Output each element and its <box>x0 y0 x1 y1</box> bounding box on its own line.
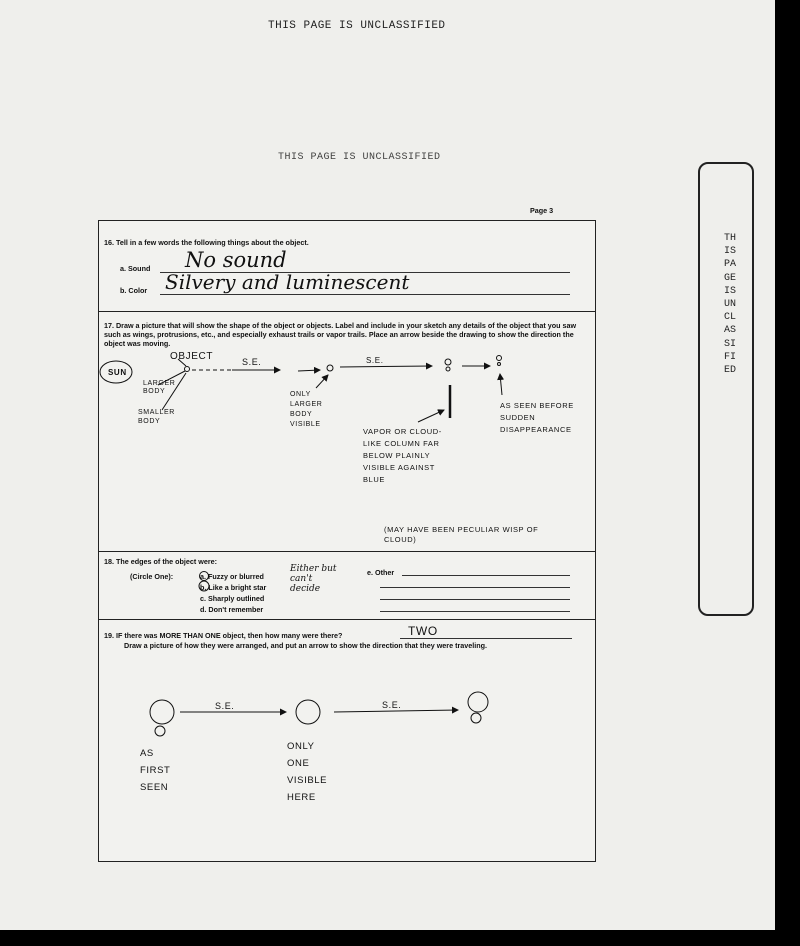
q17-sun-label: SUN <box>108 368 127 377</box>
q19-only-one: ONLY ONE VISIBLE HERE <box>287 741 328 803</box>
q18-handwritten: Either but can't decide <box>290 564 337 594</box>
q19-se-1: S.E. <box>215 701 235 711</box>
q17-vapor-column: VAPOR OR CLOUD-LIKE COLUMN FAR BELOW PLAINLY VISIBLE AGAINST BLUE <box>363 427 442 484</box>
q18-option-c: c. Sharply outlined <box>200 594 265 603</box>
q18-other-label: e. Other <box>367 568 395 577</box>
q18-circle-one: (Circle One): <box>130 572 174 581</box>
side-unclassified-stamp: THISPAGEISUNCLASSIFIED <box>724 233 737 377</box>
second-unclassified-stamp: THIS PAGE IS UNCLASSIFIED <box>278 152 441 163</box>
q17-object-label: OBJECT <box>170 351 214 362</box>
q17-as-seen: AS SEEN BEFORE SUDDEN DISAPPEARANCE <box>500 401 574 434</box>
q16-prompt: 16. Tell in a few words the following things about the object. <box>104 238 309 247</box>
q16-color-label: b. Color <box>120 286 148 295</box>
q17-smaller-body: SMALLER BODY <box>138 409 175 425</box>
q18-option-d: d. Don't remember <box>200 605 264 614</box>
q17-only-larger: ONLY LARGER BODY VISIBLE <box>290 391 323 428</box>
q19-prompt2: Draw a picture of how they were arranged, and put an arrow to show the direction that they were traveling. <box>124 641 488 650</box>
page-label: Page 3 <box>530 206 554 215</box>
q18-prompt: 18. The edges of the object were: <box>104 557 218 566</box>
q19-as-first-seen: AS FIRST SEEN <box>140 748 171 793</box>
q18-option-b: b. Like a bright star <box>200 583 267 592</box>
q17-prompt: 17. Draw a picture that will show the shape of the object or objects. Label and include in your sketch any details of the object that you saw such as wings, protrusions, etc., and especially exhaust trails or vapor trails. Place an arrow beside the drawing to show the direction the object was moving. <box>104 321 577 348</box>
q16-sound-label: a. Sound <box>120 264 151 273</box>
q19-se-2: S.E. <box>382 700 402 710</box>
q17-se-1: S.E. <box>242 357 262 367</box>
q17-larger-body: LARGER BODY <box>143 380 176 395</box>
q19-prompt: 19. IF there was MORE THAN ONE object, then how many were there? <box>104 631 343 640</box>
q16-color-answer: Silvery and luminescent <box>165 270 410 294</box>
q18-option-a: a. Fuzzy or blurred <box>200 572 264 581</box>
q16-sound-answer: No sound <box>185 248 287 272</box>
sun-circle <box>100 361 132 383</box>
top-unclassified-stamp: THIS PAGE IS UNCLASSIFIED <box>268 20 446 32</box>
q17-may-have-been: (MAY HAVE BEEN PECULIAR WISP OF CLOUD) <box>384 525 539 544</box>
q19-answer: TWO <box>408 624 438 638</box>
q17-se-2: S.E. <box>366 356 384 365</box>
